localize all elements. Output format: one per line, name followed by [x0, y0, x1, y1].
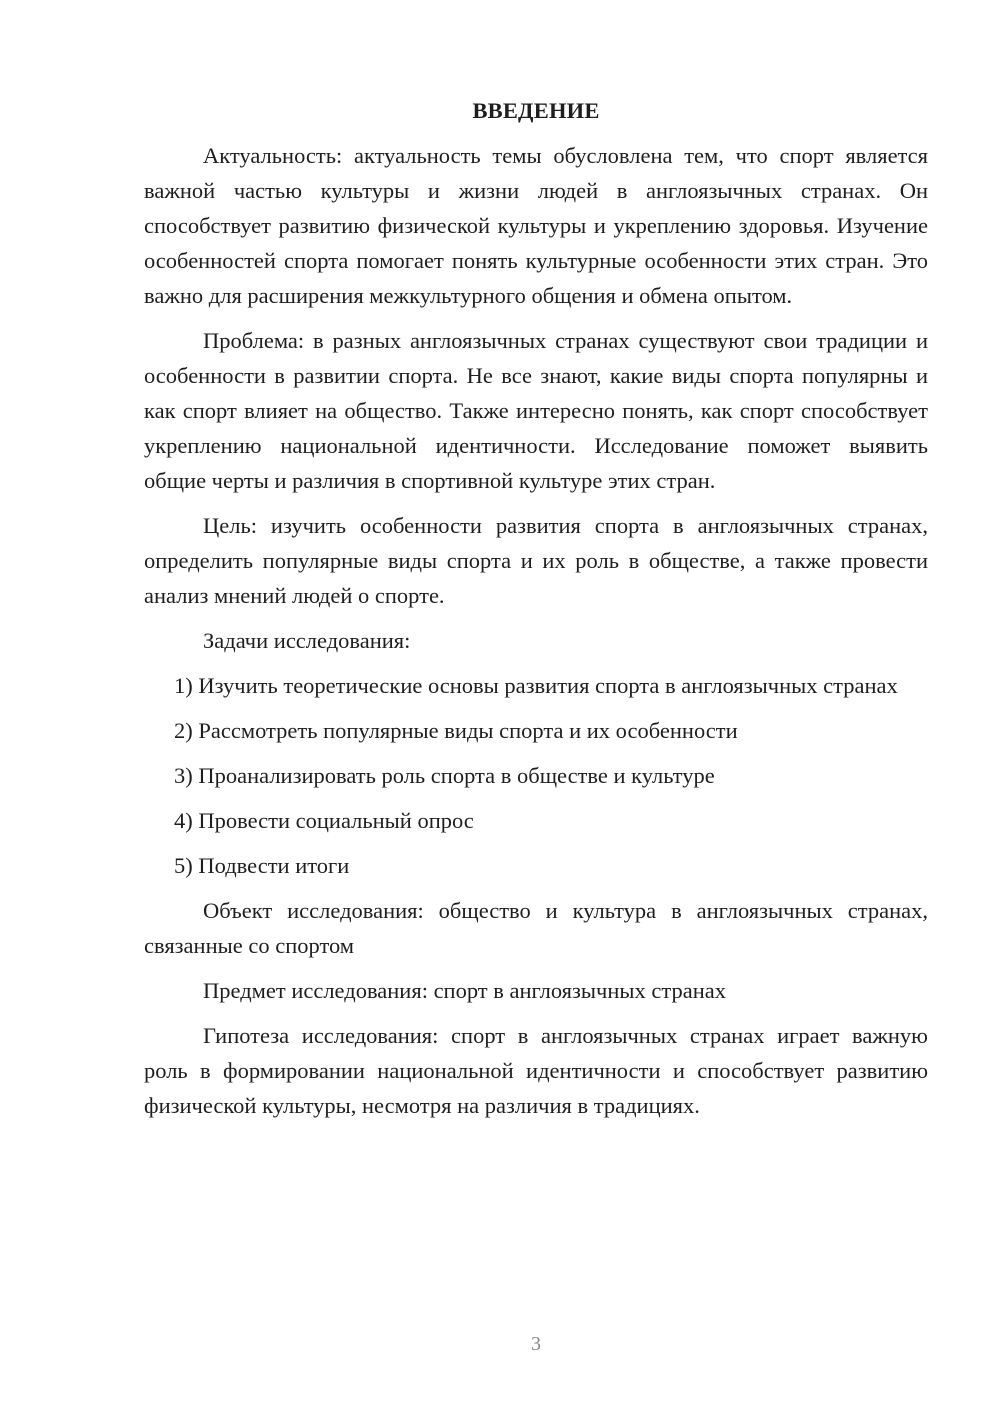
paragraph-hypothesis: Гипотеза исследования: спорт в англоязычных странах играет важную роль в формировании национальной идентичности и способствует развитию физической культуры, несмотря на различия в традициях.	[144, 1023, 928, 1118]
task-item-5: 5) Подвести итоги	[174, 853, 350, 878]
paragraph-object: Объект исследования: общество и культура в англоязычных странах, связанные со спортом	[144, 898, 928, 958]
task-item-4: 4) Провести социальный опрос	[174, 808, 474, 833]
task-item-3: 3) Проанализировать роль спорта в обществе и культуре	[174, 763, 715, 788]
page-content	[144, 96, 928, 1133]
section-heading: ВВЕДЕНИЕ	[472, 98, 600, 123]
page-number: 3	[531, 1333, 541, 1355]
paragraph-problem: Проблема: в разных англоязычных странах существуют свои традиции и особенности в развитии спорта. Не все знают, какие виды спорта популярны и как спорт влияет на общество. Также интересно понять, как спорт способствует укреплению национальной идентичности. Исследование поможет выявить общие черты и различия в спортивной культуре этих стран.	[144, 328, 928, 493]
paragraph-subject: Предмет исследования: спорт в англоязычных странах	[203, 978, 726, 1003]
paragraph-goal: Цель: изучить особенности развития спорта в англоязычных странах, определить популярные виды спорта и их роль в обществе, а также провести анализ мнений людей о спорте.	[144, 513, 928, 608]
task-item-2: 2) Рассмотреть популярные виды спорта и их особенности	[174, 718, 738, 743]
task-item-1: 1) Изучить теоретические основы развития спорта в англоязычных странах	[174, 673, 898, 698]
tasks-heading: Задачи исследования:	[203, 628, 411, 653]
paragraph-relevance: Актуальность: актуальность темы обусловлена тем, что спорт является важной частью культуры и жизни людей в англоязычных странах. Он способствует развитию физической культуры и укреплению здоровья. Изучение особенностей спорта помогает понять культурные особенности этих стран. Это важно для расширения межкультурного общения и обмена опытом.	[144, 143, 928, 308]
